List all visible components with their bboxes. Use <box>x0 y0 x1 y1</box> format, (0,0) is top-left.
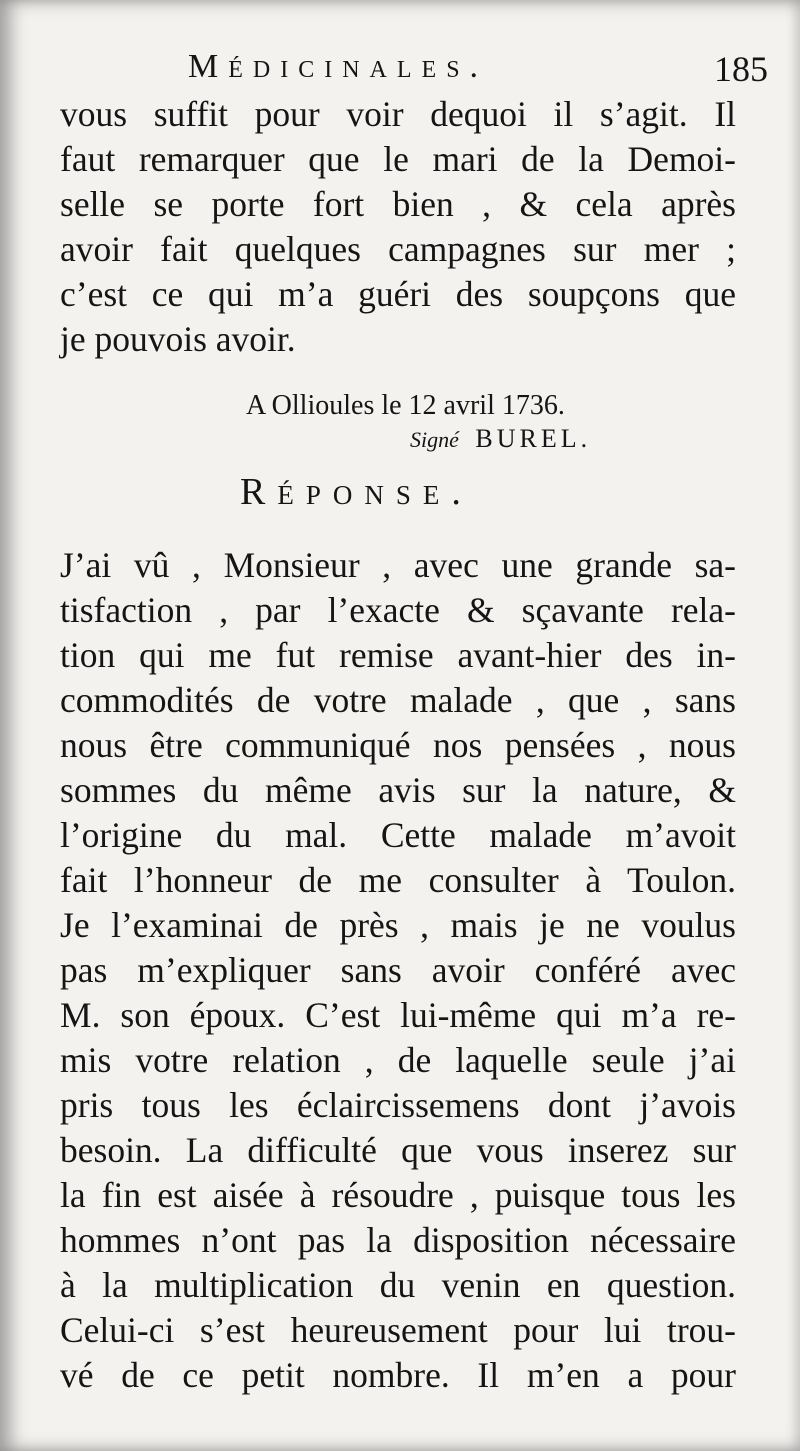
response-line: l’origine du mal. Cette malade m’avoit <box>60 815 736 855</box>
response-line: nous être communiqué nos pensées , nous <box>60 725 736 765</box>
response-line: tion qui me fut remise avant-hier des in- <box>60 635 736 675</box>
section-title: Réponse. <box>240 471 473 513</box>
response-line: pas m’expliquer sans avoir conféré avec <box>60 950 736 990</box>
response-line: fait l’honneur de me consulter à Toulon. <box>60 860 736 900</box>
letter-line: selle se porte fort bien , & cela après <box>60 184 736 224</box>
response-line: vé de ce petit nombre. Il m’en a pour <box>60 1355 736 1395</box>
letter-line: avoir fait quelques campagnes sur mer ; <box>60 229 736 269</box>
response-line: sommes du même avis sur la nature, & <box>60 770 736 810</box>
page-number: 185 <box>714 49 768 89</box>
letter-line: vous suffit pour voir dequoi il s’agit. Il <box>60 94 736 134</box>
response-line: Celui-ci s’est heureusement pour lui trou- <box>60 1310 736 1350</box>
response-line: tisfaction , par l’exacte & sçavante rela- <box>60 590 736 630</box>
signature <box>410 424 591 454</box>
response-line: Je l’examinai de près , mais je ne voulus <box>60 905 736 945</box>
response-line: pris tous les éclaircissemens dont j’avois <box>60 1085 736 1125</box>
response-line: M. son époux. C’est lui-même qui m’a re- <box>60 995 736 1035</box>
letter-line: faut remarquer que le mari de la Demoi- <box>60 139 736 179</box>
dateline: A Ollioules le 12 avril 1736. <box>246 390 565 421</box>
page-header <box>60 48 768 98</box>
running-title: Médicinales. <box>188 48 489 85</box>
response-line: à la multiplication du venin en question. <box>60 1265 736 1305</box>
response-line: la fin est aisée à résoudre , puisque tous les <box>60 1175 736 1215</box>
response-line: commodités de votre malade , que , sans <box>60 680 736 720</box>
response-line: J’ai vû , Monsieur , avec une grande sa- <box>60 545 736 585</box>
response-line: mis votre relation , de laquelle seule j’ai <box>60 1040 736 1080</box>
letter-line: je pouvois avoir. <box>60 319 296 359</box>
letter-line: c’est ce qui m’a guéri des soupçons que <box>60 274 736 314</box>
signature-name: BUREL. <box>475 424 592 453</box>
signature-label: Signé <box>410 427 459 452</box>
response-line: hommes n’ont pas la disposition nécessaire <box>60 1220 736 1260</box>
response-line: besoin. La difficulté que vous inserez sur <box>60 1130 736 1170</box>
